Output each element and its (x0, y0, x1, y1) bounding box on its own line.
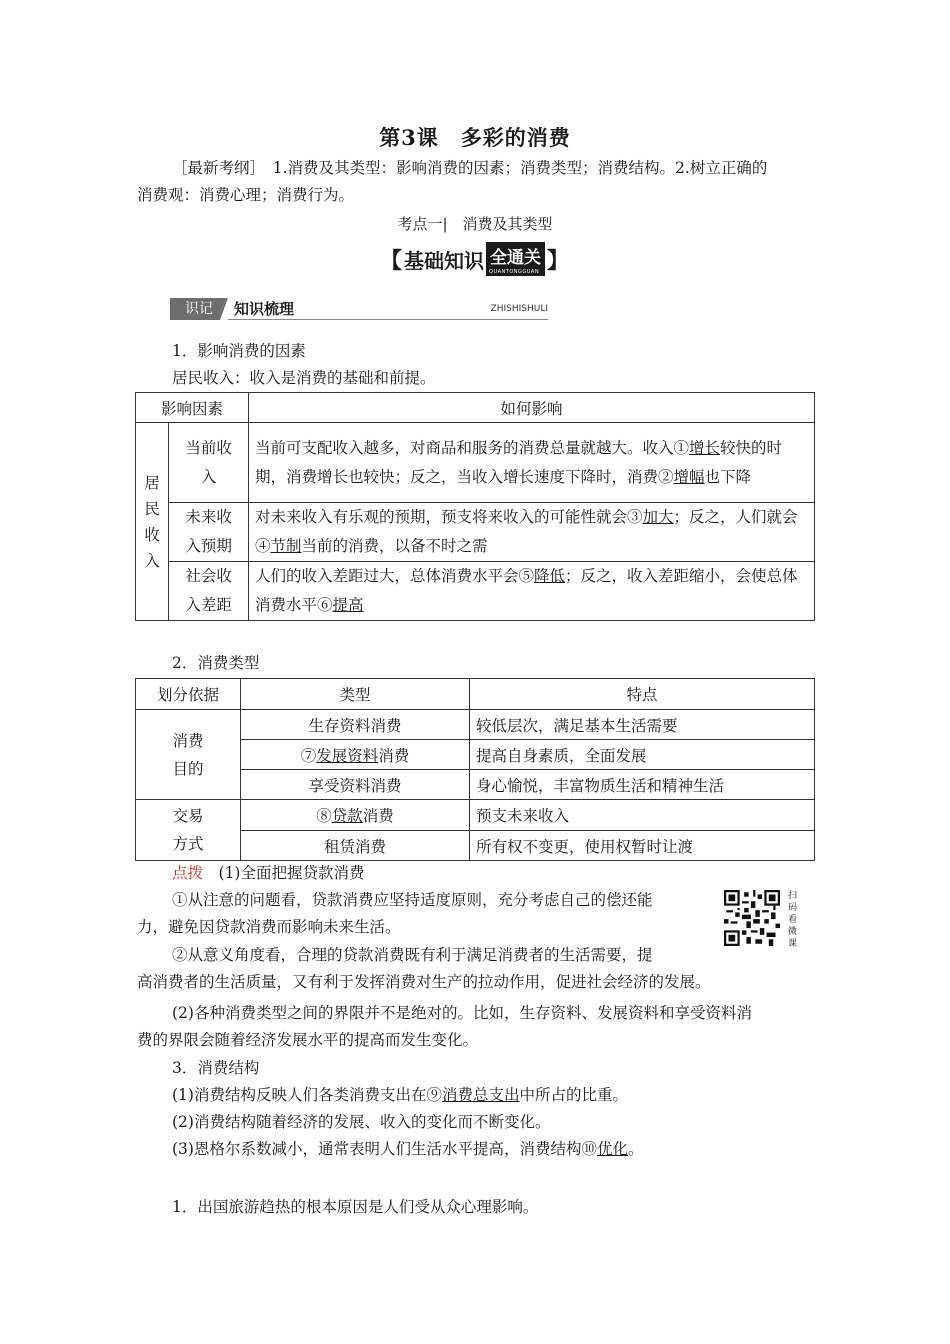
type-post: 消费 (378, 746, 410, 765)
line-post: 。 (627, 1140, 644, 1158)
line-post: 中所占的比重。 (519, 1086, 628, 1104)
table1-row-text (249, 503, 815, 562)
answer-3: 加大 (642, 508, 674, 526)
table2-type-cell (241, 800, 470, 831)
type-pre: ⑦ (300, 746, 317, 765)
tip-line-1: (1)全面把握贷款消费 (203, 864, 365, 882)
section-3-heading: 3．消费结构 (172, 1059, 260, 1077)
tip-label: 点拨 (172, 864, 204, 882)
type-pre: ⑧ (316, 807, 332, 825)
type-post: 享受资料消费 (308, 776, 402, 795)
banner-text: 基础知识 (404, 248, 485, 273)
table2-type-cell (241, 831, 470, 861)
type-post: 消费 (362, 807, 394, 825)
tip-line-4: ②从意义角度看，合理的贷款消费既有利于满足消费者的生活需要，提 (172, 946, 653, 964)
tip-line-7: 费的界限会随着经济发展水平的提高而发生变化。 (137, 1031, 479, 1049)
row-text-pre: 对未来收入有乐观的预期，预支将来收入的可能性就会③ (255, 508, 643, 526)
section-3-line-3 (172, 1137, 644, 1159)
table2-header-feature: 特点 (470, 679, 815, 710)
table2-type-cell (241, 710, 470, 740)
row-text-mid: 较快的时期，消费增长也较快；反之，当收入增长速度下降时，消费② (255, 438, 783, 486)
knowledge-summary-header (170, 298, 548, 320)
table1-row-text (249, 423, 815, 503)
row-text-pre: 人们的收入差距过大，总体消费水平会⑤ (255, 567, 535, 585)
table2-feature-cell: 预支未来收入 (470, 800, 815, 831)
answer-6: 提高 (332, 596, 364, 614)
section-1-heading: 1．影响消费的因素 (172, 342, 306, 360)
table2-group-transaction: 交易 方式 (136, 800, 241, 861)
consumption-types-table (135, 678, 815, 861)
table2-header-basis: 划分依据 (136, 679, 241, 710)
answer-2: 增幅 (673, 467, 705, 486)
outline-line-1: ［最新考纲］ 1.消费及其类型：影响消费的因素；消费类型；消费结构。2.树立正确的 (172, 159, 768, 177)
row-text-mid: ；反之，人们就会④ (255, 508, 798, 555)
table2-header-type: 类型 (241, 679, 470, 710)
banner-tag (486, 242, 545, 276)
table1-group-resident-income: 居 民 收 入 (136, 423, 169, 621)
tip-line-5: 高消费者的生活质量，又有利于发挥消费对生产的拉动作用，促进社会经济的发展。 (137, 973, 711, 991)
table1-header-factor: 影响因素 (136, 393, 249, 423)
factors-table (135, 392, 815, 621)
answer-4: 节制 (270, 537, 302, 555)
banner-bracket-left: 【 (380, 248, 403, 274)
judgement-item-1: 1．出国旅游趋热的根本原因是人们受从众心理影响。 (172, 1198, 539, 1216)
qr-code-icon[interactable] (724, 890, 780, 946)
tip-line-2: ①从注意的问题看，贷款消费应坚持适度原则，充分考虑自己的偿还能 (172, 891, 653, 909)
qr-caption: 扫码看微课 (788, 891, 798, 949)
table2-feature-cell: 所有权不变更，使用权暂时让渡 (470, 831, 815, 861)
type-post: 生存资料消费 (308, 716, 402, 735)
table1-header-influence: 如何影响 (249, 393, 815, 423)
table1-row-text (249, 562, 815, 621)
section-1-intro: 居民收入：收入是消费的基础和前提。 (172, 369, 436, 387)
row-text-post: 当前的消费，以备不时之需 (301, 537, 488, 555)
tip-heading (172, 861, 364, 883)
answer-5: 降低 (534, 567, 566, 585)
table2-type-cell (241, 770, 470, 800)
answer-9: 消费总支出 (441, 1086, 520, 1104)
line-pre: (3)恩格尔系数减小，通常表明人们生活水平提高，消费结构⑩ (172, 1140, 597, 1158)
zhishi-title: 知识梳理 (234, 300, 295, 318)
row-text-mid: ；反之，收入差距缩小，会使总体消费水平⑥ (255, 567, 798, 614)
answer-8: 贷款 (331, 807, 363, 825)
zhiji-tag: 识记 (170, 298, 228, 320)
outline-line-2: 消费观：消费心理；消费行为。 (137, 186, 355, 204)
answer-1: 增长 (689, 438, 721, 457)
banner-bracket-right: 】 (547, 248, 570, 274)
table1-row-label: 未来收 入预期 (169, 503, 249, 562)
table2-group-purpose: 消费 目的 (136, 710, 241, 800)
banner-basic-knowledge (380, 242, 572, 276)
answer-10: 优化 (596, 1140, 628, 1158)
section-3-line-1 (172, 1083, 628, 1105)
banner-tag-small: QUANTONGGUAN (489, 269, 540, 275)
type-post: 租赁消费 (323, 837, 386, 856)
zhishi-pinyin: ZHISHISHULI (490, 304, 548, 314)
section-heading: 考点一| 消费及其类型 (397, 215, 553, 233)
banner-tag-text: 全通关 (490, 248, 542, 268)
row-text-pre: 当前可支配收入越多，对商品和服务的消费总量就越大。收入① (255, 438, 690, 457)
header-rule (228, 319, 548, 320)
row-text-post: 也下降 (704, 467, 752, 486)
tip-line-6: (2)各种消费类型之间的界限并不是绝对的。比如，生存资料、发展资料和享受资料消 (172, 1004, 752, 1022)
table1-row-label: 社会收 入差距 (169, 562, 249, 621)
table2-feature-cell: 较低层次，满足基本生活需要 (470, 710, 815, 740)
table2-feature-cell: 身心愉悦，丰富物质生活和精神生活 (470, 770, 815, 800)
answer-7: 发展资料 (316, 746, 379, 765)
line-pre: (1)消费结构反映人们各类消费支出在⑨ (172, 1086, 442, 1104)
table2-type-cell (241, 740, 470, 770)
tip-line-3: 力，避免因贷款消费而影响未来生活。 (137, 918, 401, 936)
table1-row-label: 当前收 入 (169, 423, 249, 503)
section-2-heading: 2．消费类型 (172, 654, 260, 672)
page-title: 第3课 多彩的消费 (379, 125, 571, 150)
table2-feature-cell: 提高自身素质，全面发展 (470, 740, 815, 770)
section-3-line-2: (2)消费结构随着经济的发展、收入的变化而不断变化。 (172, 1113, 551, 1131)
